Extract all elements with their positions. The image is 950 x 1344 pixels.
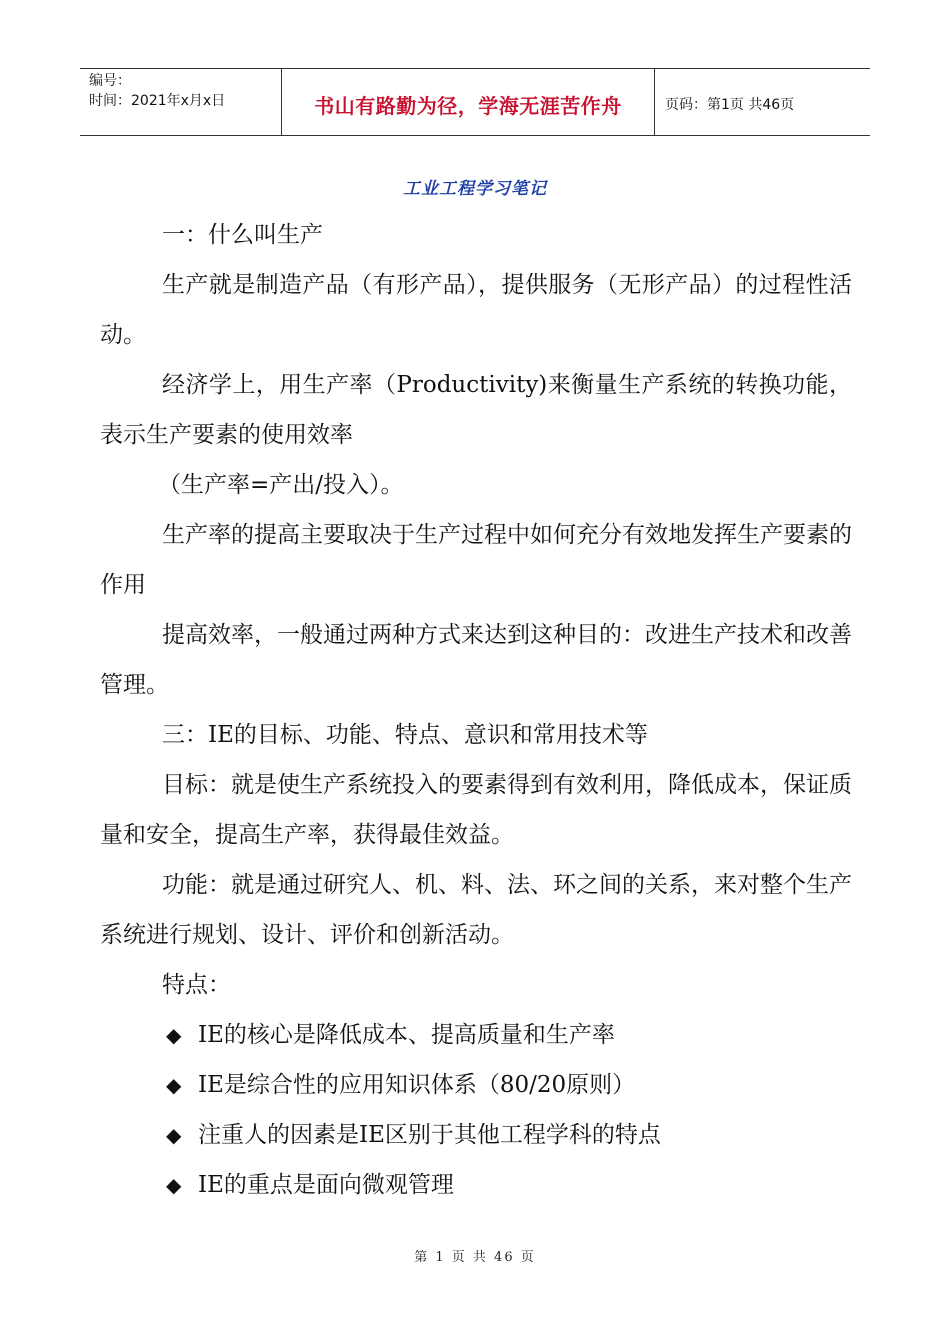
list-item-text: IE的核心是降低成本、提高质量和生产率 [198, 1022, 615, 1048]
paragraph: 生产率的提高主要取决于生产过程中如何充分有效地发挥生产要素的作用 [100, 522, 852, 598]
section-heading-ie: 三：IE的目标、功能、特点、意识和常用技术等 [162, 722, 648, 748]
formula-line: （生产率=产出/投入）。 [158, 472, 404, 498]
paragraph: 提高效率，一般通过两种方式来达到这种目的：改进生产技术和改善管理。 [100, 622, 852, 698]
paragraph-goal: 目标：就是使生产系统投入的要素得到有效利用，降低成本，保证质量和安全，提高生产率，获得最佳效益。 [100, 772, 852, 848]
list-item-text: IE是综合性的应用知识体系（80/20原则） [198, 1072, 636, 1098]
header-number: 编号： [89, 73, 131, 89]
list-item-text: IE的重点是面向微观管理 [198, 1172, 454, 1198]
section-heading-production: 一：什么叫生产 [162, 222, 323, 248]
diamond-bullet-icon: ◆ [166, 1073, 182, 1097]
page-footer: 第 1 页 共 46 页 [414, 1250, 536, 1265]
paragraph: 生产就是制造产品（有形产品），提供服务（无形产品）的过程性活动。 [100, 272, 852, 348]
header-meta-cell [80, 69, 282, 135]
list-item [100, 1010, 852, 1060]
list-item-text: 注重人的因素是IE区别于其他工程学科的特点 [198, 1122, 661, 1148]
header-motto-cell [282, 69, 655, 135]
document-header [80, 68, 870, 136]
header-page-cell [655, 69, 870, 135]
paragraph: 经济学上，用生产率（Productivity)来衡量生产系统的转换功能，表示生产要素的使用效率 [100, 372, 852, 448]
document-body [100, 210, 852, 1210]
diamond-bullet-icon: ◆ [166, 1123, 182, 1147]
document-title: 工业工程学习笔记 [403, 179, 547, 199]
header-time: 时间：2021年x月x日 [89, 93, 226, 109]
list-item [100, 1060, 852, 1110]
header-page-info: 页码：第1页 共46页 [665, 97, 795, 113]
paragraph-function: 功能：就是通过研究人、机、料、法、环之间的关系，来对整个生产系统进行规划、设计、评价和创新活动。 [100, 872, 852, 948]
paragraph-features-label: 特点： [162, 972, 231, 998]
diamond-bullet-icon: ◆ [166, 1173, 182, 1197]
diamond-bullet-icon: ◆ [166, 1023, 182, 1047]
list-item [100, 1110, 852, 1160]
list-item [100, 1160, 852, 1210]
header-motto: 书山有路勤为径，学海无涯苦作舟 [314, 93, 622, 118]
